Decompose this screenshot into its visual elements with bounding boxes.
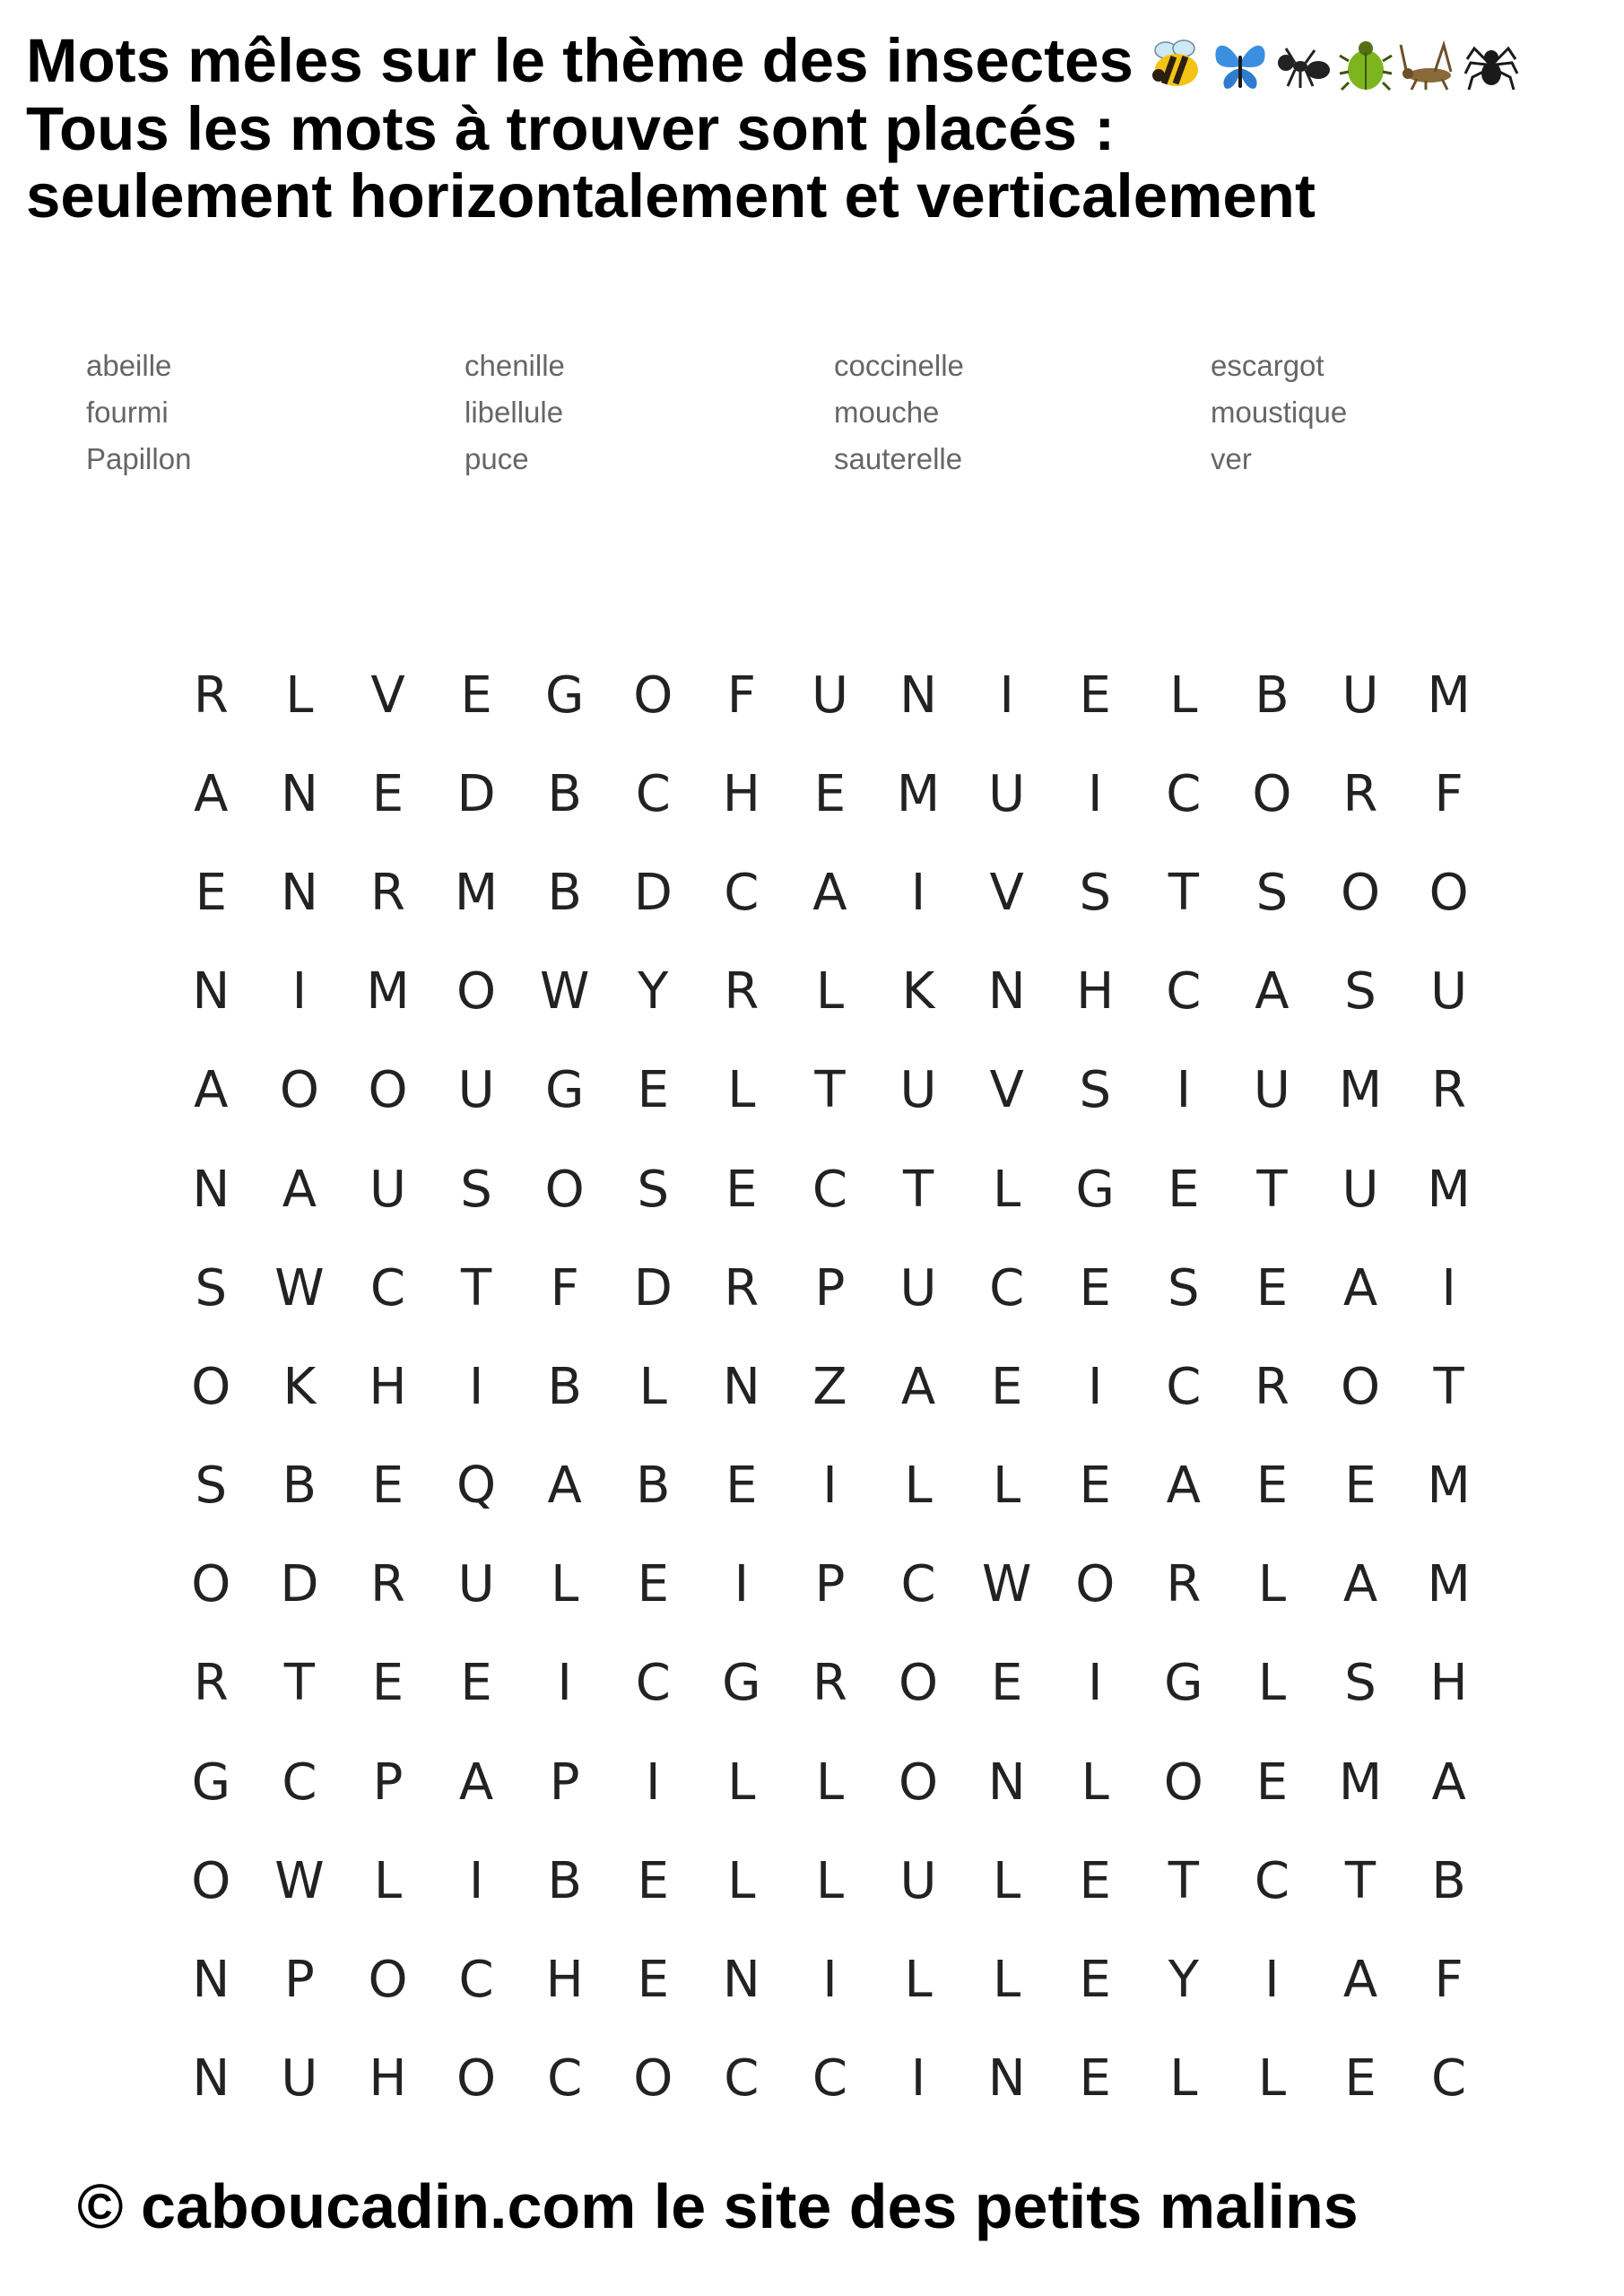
- grid-letter: L: [993, 1457, 1021, 1516]
- grid-letter: T: [460, 1258, 492, 1318]
- title-line-3: seulement horizontalement et verticalement: [26, 161, 1316, 230]
- grid-letter: I: [822, 1457, 838, 1516]
- grid-letter: O: [279, 1061, 319, 1120]
- grid-letter: A: [1342, 1258, 1378, 1318]
- grid-letter: C: [1166, 1357, 1202, 1416]
- grid-letter: H: [369, 1357, 407, 1416]
- grid-letter: N: [192, 2049, 230, 2109]
- bee-icon: [1148, 36, 1207, 95]
- grid-letter: C: [547, 2049, 583, 2109]
- grid-letter: S: [195, 1457, 228, 1516]
- grid-letter: R: [1254, 1357, 1290, 1416]
- grid-letter: A: [458, 1752, 494, 1812]
- grid-letter: N: [192, 962, 230, 1022]
- grid-letter: P: [814, 1258, 846, 1318]
- grid-letter: B: [1431, 1851, 1466, 1910]
- grid-letter: T: [1433, 1357, 1464, 1416]
- grid-letter: C: [812, 2049, 847, 2109]
- grid-letter: B: [282, 1457, 317, 1516]
- grid-letter: E: [460, 1654, 492, 1713]
- grid-letter: E: [1168, 1160, 1200, 1219]
- grid-letter: M: [454, 863, 499, 922]
- grid-letter: T: [283, 1654, 315, 1713]
- grid-letter: L: [815, 1851, 845, 1910]
- grid-letter: L: [638, 1357, 667, 1416]
- cricket-icon: [1399, 36, 1458, 95]
- grid-letter: E: [1079, 665, 1111, 725]
- grid-letter: O: [191, 1357, 231, 1416]
- grid-letter: C: [1254, 1851, 1290, 1910]
- grid-letter: L: [993, 1851, 1021, 1910]
- grid-letter: E: [637, 1555, 669, 1614]
- grid-letter: A: [1342, 1951, 1378, 2010]
- grid-letter: P: [814, 1555, 846, 1614]
- grid-letter: E: [460, 665, 492, 725]
- grid-letter: I: [1087, 1357, 1103, 1416]
- grid-letter: A: [812, 863, 847, 922]
- grid-letter: U: [988, 764, 1026, 823]
- word-search-grid: [167, 646, 1493, 2128]
- grid-letter: T: [1256, 1160, 1288, 1219]
- grid-letter: W: [274, 1851, 325, 1910]
- word-item: fourmi: [86, 396, 169, 429]
- grid-letter: A: [1255, 962, 1290, 1022]
- grid-letter: O: [633, 2049, 673, 2109]
- grid-letter: L: [1257, 2049, 1287, 2109]
- grid-letter: U: [1430, 962, 1468, 1022]
- grid-letter: P: [372, 1752, 404, 1812]
- grid-letter: C: [282, 1752, 317, 1812]
- grid-letter: N: [280, 764, 318, 823]
- grid-letter: L: [285, 665, 314, 725]
- grid-letter: C: [635, 1654, 671, 1713]
- grid-letter: E: [990, 1654, 1023, 1713]
- grid-letter: L: [727, 1061, 756, 1120]
- grid-letter: R: [1342, 764, 1378, 823]
- grid-letter: A: [900, 1357, 936, 1416]
- grid-letter: I: [1441, 1258, 1456, 1318]
- grid-letter: H: [1076, 962, 1115, 1022]
- grid-letter: I: [1176, 1061, 1192, 1120]
- grid-letter: T: [902, 1160, 934, 1219]
- word-item: mouche: [834, 396, 940, 429]
- grid-letter: I: [1087, 764, 1103, 823]
- grid-letter: E: [637, 1951, 669, 2010]
- spider-icon: [1462, 36, 1521, 95]
- grid-letter: E: [990, 1357, 1023, 1416]
- grid-letter: O: [191, 1555, 231, 1614]
- grid-letter: Y: [638, 962, 669, 1022]
- grid-letter: U: [281, 2049, 318, 2109]
- grid-letter: C: [989, 1258, 1025, 1318]
- grid-letter: R: [193, 1654, 229, 1713]
- grid-letter: E: [371, 1457, 404, 1516]
- grid-letter: N: [722, 1951, 760, 2010]
- grid-letter: O: [544, 1160, 585, 1219]
- grid-letter: R: [724, 1258, 760, 1318]
- grid-letter: S: [1344, 1654, 1376, 1713]
- grid-letter: F: [1434, 1951, 1463, 2010]
- word-item: abeille: [86, 349, 172, 382]
- grid-letter: G: [1075, 1160, 1115, 1219]
- grid-letter: L: [1169, 665, 1198, 725]
- grid-letter: W: [274, 1258, 325, 1318]
- grid-letter: U: [899, 1061, 937, 1120]
- grid-letter: G: [1164, 1654, 1203, 1713]
- grid-letter: O: [456, 2049, 497, 2109]
- grid-letter: L: [993, 1160, 1021, 1219]
- grid-letter: L: [993, 1951, 1021, 2010]
- grid-letter: A: [547, 1457, 582, 1516]
- grid-letter: E: [1079, 2049, 1111, 2109]
- grid-letter: S: [1079, 863, 1111, 922]
- insect-emoji-row: [1148, 36, 1521, 95]
- title-line-1: [26, 27, 1604, 95]
- grid-letter: I: [910, 2049, 926, 2109]
- grid-letter: L: [727, 1851, 756, 1910]
- grid-letter: U: [899, 1258, 937, 1318]
- grid-letter: N: [192, 1160, 230, 1219]
- grid-letter: E: [637, 1851, 669, 1910]
- grid-letter: L: [551, 1555, 579, 1614]
- title-line-2: Tous les mots à trouver sont placés :: [26, 93, 1116, 163]
- grid-letter: O: [368, 1951, 408, 2010]
- grid-letter: G: [191, 1752, 230, 1812]
- grid-letter: I: [557, 1654, 572, 1713]
- grid-letter: Q: [456, 1457, 497, 1516]
- grid-letter: L: [727, 1752, 756, 1812]
- grid-letter: S: [195, 1258, 228, 1318]
- grid-letter: B: [547, 1357, 582, 1416]
- grid-letter: H: [369, 2049, 407, 2109]
- grid-letter: U: [369, 1160, 406, 1219]
- grid-letter: E: [813, 764, 847, 823]
- grid-letter: I: [291, 962, 308, 1022]
- grid-letter: S: [637, 1160, 670, 1219]
- grid-letter: L: [373, 1851, 403, 1910]
- grid-letter: V: [989, 1061, 1024, 1120]
- word-item: chenille: [465, 349, 565, 382]
- grid-letter: I: [910, 863, 926, 922]
- grid-letter: O: [633, 665, 673, 725]
- grid-letter: I: [1087, 1654, 1103, 1713]
- grid-letter: O: [899, 1752, 939, 1812]
- grid-letter: O: [1429, 863, 1469, 922]
- grid-letter: E: [725, 1457, 758, 1516]
- grid-letter: V: [989, 863, 1024, 922]
- grid-letter: P: [284, 1951, 315, 2010]
- grid-letter: E: [1255, 1457, 1289, 1516]
- grid-letter: T: [1168, 863, 1199, 922]
- grid-letter: E: [725, 1160, 758, 1219]
- grid-letter: O: [368, 1061, 408, 1120]
- grid-letter: E: [1079, 1457, 1111, 1516]
- grid-letter: O: [1340, 863, 1381, 922]
- word-item: puce: [465, 442, 529, 475]
- grid-letter: I: [734, 1555, 750, 1614]
- grid-letter: C: [724, 863, 760, 922]
- grid-letter: A: [194, 764, 229, 823]
- grid-letter: C: [724, 2049, 760, 2109]
- grid-letter: M: [1338, 1061, 1383, 1120]
- footer-copyright: © caboucadin.com le site des petits malins: [77, 2171, 1359, 2241]
- page-title: [26, 27, 1604, 230]
- beetle-icon: [1336, 36, 1395, 95]
- grid-letter: U: [899, 1851, 937, 1910]
- grid-letter: S: [1344, 962, 1376, 1022]
- grid-letter: A: [194, 1061, 229, 1120]
- grid-letter: Z: [812, 1357, 847, 1416]
- grid-letter: M: [366, 962, 410, 1022]
- word-item: escargot: [1211, 349, 1324, 382]
- word-item: moustique: [1211, 396, 1348, 429]
- grid-letter: I: [646, 1752, 661, 1812]
- grid-letter: T: [1344, 1851, 1376, 1910]
- grid-letter: C: [635, 764, 671, 823]
- grid-letter: S: [1079, 1061, 1111, 1120]
- grid-letter: N: [722, 1357, 760, 1416]
- word-item: sauterelle: [834, 442, 963, 475]
- grid-letter: F: [726, 665, 756, 725]
- grid-letter: F: [550, 1258, 579, 1318]
- grid-letter: B: [547, 863, 582, 922]
- grid-letter: O: [191, 1851, 231, 1910]
- word-item: coccinelle: [834, 349, 964, 382]
- grid-letter: G: [544, 1061, 585, 1120]
- grid-letter: P: [549, 1752, 580, 1812]
- grid-letter: U: [457, 1555, 495, 1614]
- grid-letter: A: [1431, 1752, 1466, 1812]
- grid-letter: I: [822, 1951, 838, 2010]
- butterfly-icon: [1211, 36, 1270, 95]
- grid-letter: N: [987, 962, 1026, 1022]
- grid-letter: C: [1166, 962, 1202, 1022]
- grid-letter: H: [1429, 1654, 1468, 1713]
- grid-letter: E: [1344, 2049, 1376, 2109]
- grid-letter: T: [1168, 1851, 1199, 1910]
- grid-letter: A: [282, 1160, 317, 1219]
- grid-letter: D: [456, 764, 496, 823]
- grid-letter: O: [1163, 1752, 1203, 1812]
- grid-letter: L: [815, 962, 845, 1022]
- grid-letter: L: [1169, 2049, 1198, 2109]
- grid-letter: B: [547, 764, 582, 823]
- grid-letter: I: [468, 1357, 484, 1416]
- grid-letter: D: [633, 1258, 673, 1318]
- grid-letter: C: [1431, 2049, 1467, 2109]
- grid-letter: E: [1079, 1951, 1111, 2010]
- grid-letter: C: [900, 1555, 936, 1614]
- grid-letter: S: [1168, 1258, 1200, 1318]
- grid-letter: O: [456, 962, 497, 1022]
- grid-letter: M: [1427, 665, 1471, 725]
- grid-letter: R: [193, 665, 229, 725]
- word-item: ver: [1211, 442, 1252, 475]
- grid-letter: A: [1342, 1555, 1378, 1614]
- grid-letter: L: [1081, 1752, 1109, 1812]
- grid-letter: N: [987, 2049, 1026, 2109]
- grid-letter: R: [1431, 1061, 1467, 1120]
- grid-letter: A: [1166, 1457, 1201, 1516]
- grid-letter: M: [1427, 1457, 1471, 1516]
- grid-letter: N: [280, 863, 318, 922]
- grid-letter: E: [637, 1061, 669, 1120]
- grid-letter: Y: [1168, 1951, 1199, 2010]
- grid-letter: M: [896, 764, 941, 823]
- grid-letter: U: [1342, 665, 1379, 725]
- grid-letter: B: [1255, 665, 1290, 725]
- grid-letter: L: [1257, 1654, 1287, 1713]
- grid-letter: K: [282, 1357, 317, 1416]
- grid-letter: L: [904, 1951, 933, 2010]
- grid-letter: E: [1079, 1258, 1111, 1318]
- grid-letter: N: [987, 1752, 1026, 1812]
- grid-letter: G: [544, 665, 585, 725]
- grid-letter: G: [722, 1654, 761, 1713]
- grid-letter: E: [195, 863, 227, 922]
- grid-letter: K: [901, 962, 935, 1022]
- grid-letter: V: [370, 665, 405, 725]
- title-line-1-text: Mots mêles sur le thème des insectes: [26, 26, 1133, 95]
- grid-letter: E: [371, 764, 404, 823]
- grid-letter: D: [280, 1555, 319, 1614]
- grid-letter: M: [1427, 1160, 1471, 1219]
- grid-letter: L: [1257, 1555, 1287, 1614]
- grid-letter: L: [904, 1457, 933, 1516]
- grid-letter: M: [1427, 1555, 1471, 1614]
- grid-letter: W: [981, 1555, 1032, 1614]
- grid-letter: D: [633, 863, 673, 922]
- grid-letter: R: [812, 1654, 847, 1713]
- word-item: Papillon: [86, 442, 192, 475]
- grid-letter: N: [192, 1951, 230, 2010]
- grid-letter: I: [1264, 1951, 1280, 2010]
- grid-letter: U: [1342, 1160, 1379, 1219]
- grid-letter: T: [814, 1061, 846, 1120]
- grid-letter: E: [371, 1654, 404, 1713]
- word-list: [86, 343, 1521, 483]
- grid-letter: E: [1255, 1752, 1289, 1812]
- grid-letter: C: [369, 1258, 406, 1318]
- grid-letter: E: [1255, 1258, 1289, 1318]
- grid-letter: B: [636, 1457, 671, 1516]
- grid-letter: C: [458, 1951, 494, 2010]
- grid-letter: R: [724, 962, 760, 1022]
- grid-letter: N: [899, 665, 937, 725]
- grid-letter: O: [1075, 1555, 1116, 1614]
- grid-letter: L: [815, 1752, 845, 1812]
- grid-letter: R: [370, 1555, 405, 1614]
- grid-letter: S: [1255, 863, 1289, 922]
- grid-letter: M: [1338, 1752, 1383, 1812]
- grid-letter: I: [999, 665, 1014, 725]
- grid-letter: O: [899, 1654, 939, 1713]
- grid-letter: W: [539, 962, 590, 1022]
- grid-letter: O: [1340, 1357, 1381, 1416]
- grid-letter: R: [1166, 1555, 1202, 1614]
- grid-letter: S: [460, 1160, 492, 1219]
- grid-letter: U: [1253, 1061, 1290, 1120]
- grid-letter: U: [811, 665, 848, 725]
- grid-letter: F: [1434, 764, 1463, 823]
- word-item: libellule: [465, 396, 564, 429]
- grid-letter: E: [1344, 1457, 1376, 1516]
- grid-letter: R: [370, 863, 405, 922]
- grid-letter: C: [1166, 764, 1202, 823]
- grid-letter: B: [547, 1851, 582, 1910]
- grid-letter: E: [1079, 1851, 1111, 1910]
- grid-letter: C: [812, 1160, 847, 1219]
- grid-letter: I: [468, 1851, 484, 1910]
- grid-letter: U: [457, 1061, 495, 1120]
- grid-letter: H: [722, 764, 760, 823]
- grid-letter: O: [1252, 764, 1292, 823]
- grid-letter: H: [545, 1951, 584, 2010]
- ant-icon: [1273, 36, 1333, 95]
